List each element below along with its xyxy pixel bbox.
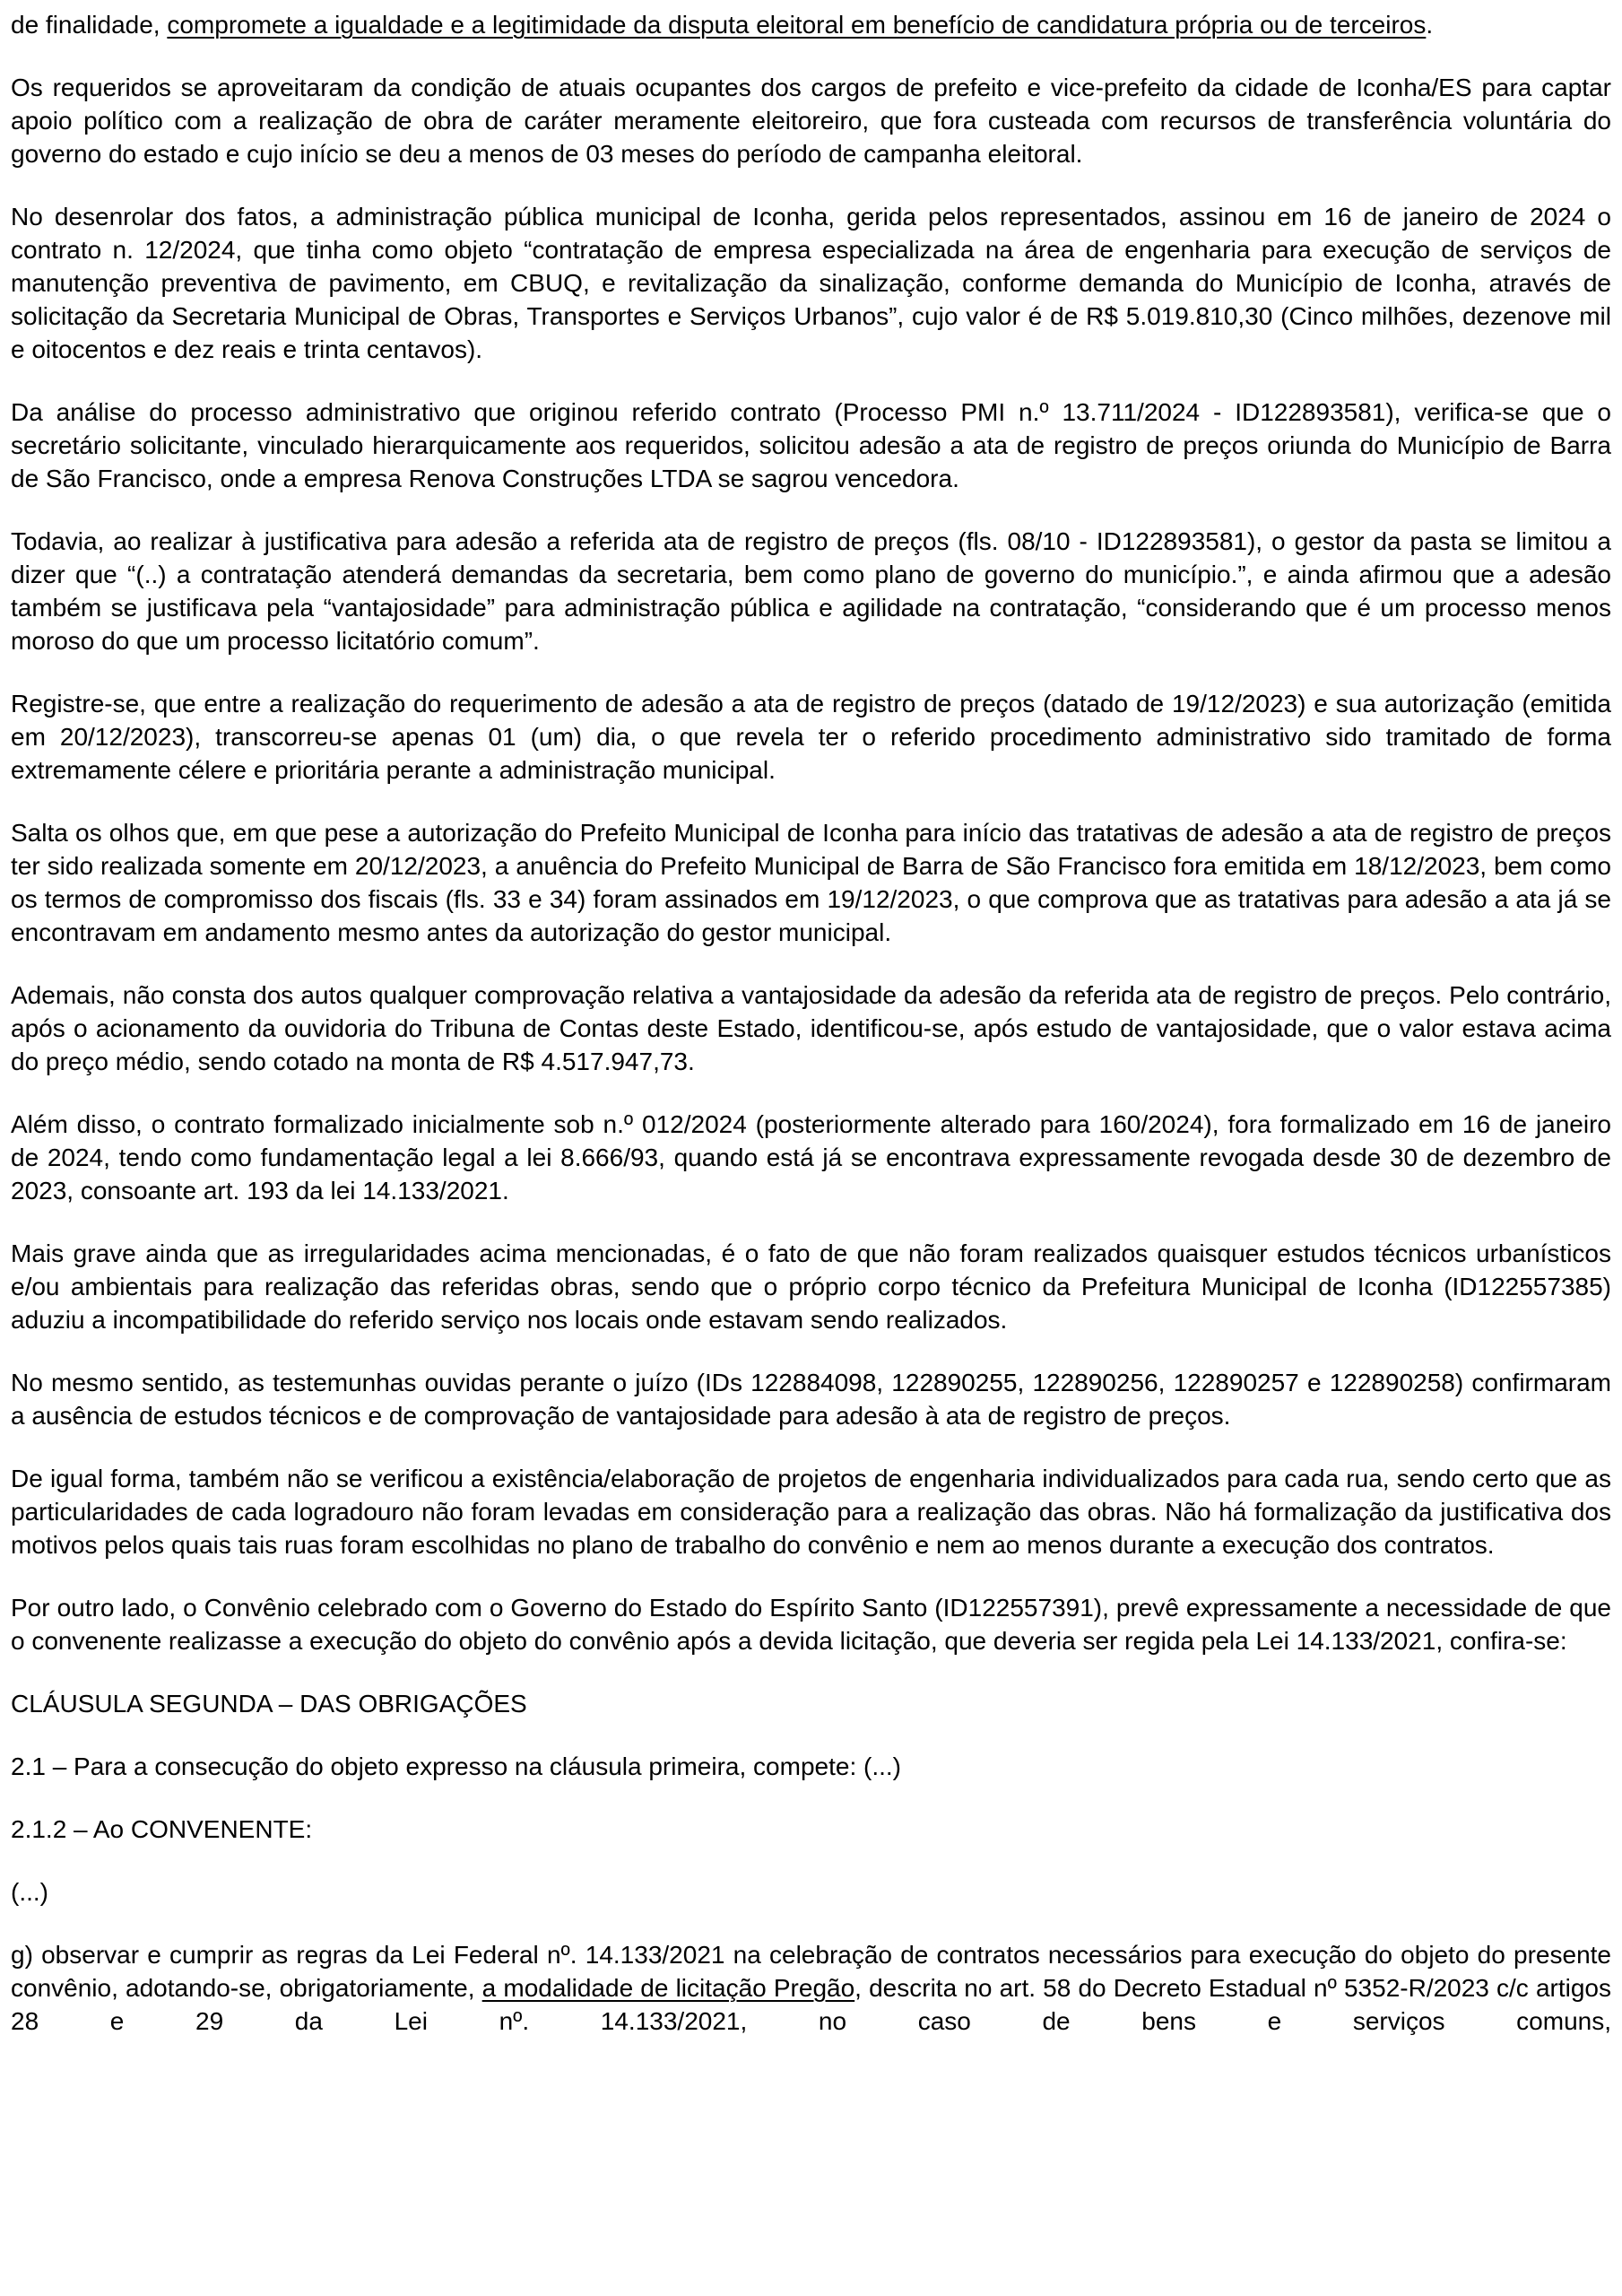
paragraph (11, 1462, 1611, 1561)
text-run: No mesmo sentido, as testemunhas ouvidas perante o juízo (IDs 122884098, 122890255, 122890256, 122890257 e 122890258) confirmaram a ausência de estudos técnicos e de comprovação de vantajosidade para adesão à ata de registro de preços. (11, 1369, 1611, 1430)
paragraph (11, 1108, 1611, 1207)
paragraph (11, 1591, 1611, 1657)
paragraph (11, 687, 1611, 787)
text-run: Ademais, não consta dos autos qualquer comprovação relativa a vantajosidade da adesão da referida ata de registro de preços. Pelo contrário, após o acionamento da ouvidoria do Tribuna de Contas deste Estado, identificou-se, após estudo de vantajosidade, que o valor estava acima do preço médio, sendo cotado na monta de R$ 4.517.947,73. (11, 981, 1611, 1075)
paragraph (11, 200, 1611, 366)
text-run: De igual forma, também não se verificou a existência/elaboração de projetos de engenharia individualizados para cada rua, sendo certo que as particularidades de cada logradouro não foram levadas em consideração para a realização das obras. Não há formalização da justificativa dos motivos pelos quais tais ruas foram escolhidas no plano de trabalho do convênio e nem ao menos durante a execução dos contratos. (11, 1465, 1611, 1559)
text-run: Os requeridos se aproveitaram da condição de atuais ocupantes dos cargos de prefeito e vice-prefeito da cidade de Iconha/ES para captar apoio político com a realização de obra de caráter meramente eleitoreiro, que fora custeada com recursos de transferência voluntária do governo do estado e cujo início se deu a menos de 03 meses do período de campanha eleitoral. (11, 74, 1611, 168)
text-run: Por outro lado, o Convênio celebrado com o Governo do Estado do Espírito Santo (ID122557391), prevê expressamente a necessidade de que o convenente realizasse a execução do objeto do convênio após a devida licitação, que deveria ser regida pela Lei 14.133/2021, confira-se: (11, 1594, 1611, 1655)
text-run: g) observar e cumprir as regras da Lei Federal nº. 14.133/2021 na celebração de contratos necessários para execução do objeto do presente convênio, adotando-se, obrigatoriamente, (11, 1941, 1611, 2002)
text-run: 2.1 – Para a consecução do objeto expresso na cláusula primeira, compete: (...) (11, 1752, 901, 1780)
paragraph (11, 1938, 1611, 2038)
paragraph (11, 1237, 1611, 1336)
paragraph (11, 525, 1611, 657)
text-run: Mais grave ainda que as irregularidades acima mencionadas, é o fato de que não foram realizados quaisquer estudos técnicos urbanísticos e/ou ambientais para realização das referidas obras, sendo que o próprio corpo técnico da Prefeitura Municipal de Iconha (ID122557385) aduziu a incompatibilidade do referido serviço nos locais onde estavam sendo realizados. (11, 1239, 1611, 1334)
text-run: Além disso, o contrato formalizado inicialmente sob n.º 012/2024 (posteriormente alterado para 160/2024), fora formalizado em 16 de janeiro de 2024, tendo como fundamentação legal a lei 8.666/93, quando está já se encontrava expressamente revogada desde 30 de dezembro de 2023, consoante art. 193 da lei 14.133/2021. (11, 1110, 1611, 1205)
paragraph (11, 1366, 1611, 1432)
underlined-text-run: compromete a igualdade e a legitimidade da disputa eleitoral em benefício de candidatura própria ou de terceiros (167, 11, 1427, 39)
text-run: (...) (11, 1878, 48, 1906)
paragraph (11, 1750, 1611, 1783)
paragraph (11, 71, 1611, 170)
text-run: Registre-se, que entre a realização do requerimento de adesão a ata de registro de preços (datado de 19/12/2023) e sua autorização (emitida em 20/12/2023), transcorreu-se apenas 01 (um) dia, o que revela ter o referido procedimento administrativo sido tramitado de forma extremamente célere e prioritária perante a administração municipal. (11, 690, 1611, 784)
text-run: No desenrolar dos fatos, a administração pública municipal de Iconha, gerida pelos representados, assinou em 16 de janeiro de 2024 o contrato n. 12/2024, que tinha como objeto “contratação de empresa especializada na área de engenharia para execução de serviços de manutenção preventiva de pavimento, em CBUQ, e revitalização da sinalização, conforme demanda do Município de Iconha, através de solicitação da Secretaria Municipal de Obras, Transportes e Serviços Urbanos”, cujo valor é de R$ 5.019.810,30 (Cinco milhões, dezenove mil e oitocentos e dez reais e trinta centavos). (11, 203, 1611, 363)
paragraph (11, 396, 1611, 495)
text-run: 2.1.2 – Ao CONVENENTE: (11, 1815, 313, 1843)
text-run: Salta os olhos que, em que pese a autorização do Prefeito Municipal de Iconha para início das tratativas de adesão a ata de registro de preços ter sido realizada somente em 20/12/2023, a anuência do Prefeito Municipal de Barra de São Francisco fora emitida em 18/12/2023, bem como os termos de compromisso dos fiscais (fls. 33 e 34) foram assinados em 19/12/2023, o que comprova que as tratativas para adesão a ata já se encontravam em andamento mesmo antes da autorização do gestor municipal. (11, 819, 1611, 946)
paragraph (11, 1687, 1611, 1720)
text-run: , descrita no art. 58 do Decreto Estadual nº 5352-R/2023 c/c artigos 28 e 29 da Lei nº. 14.133/2021, no caso de bens e serviços comuns, (11, 1974, 1611, 2035)
paragraph (11, 816, 1611, 949)
paragraph (11, 1813, 1611, 1846)
text-run: Da análise do processo administrativo que originou referido contrato (Processo PMI n.º 13.711/2024 - ID122893581), verifica-se que o secretário solicitante, vinculado hierarquicamente aos requeridos, solicitou adesão a ata de registro de preços oriunda do Município de Barra de São Francisco, onde a empresa Renova Construções LTDA se sagrou vencedora. (11, 398, 1611, 492)
paragraph (11, 8, 1611, 41)
paragraph (11, 1875, 1611, 1909)
text-run: . (1426, 11, 1434, 39)
paragraph (11, 978, 1611, 1078)
document-body (11, 8, 1611, 2038)
underlined-text-run: a modalidade de licitação Pregão (481, 1974, 855, 2002)
text-run: de finalidade, (11, 11, 168, 39)
text-run: CLÁUSULA SEGUNDA – DAS OBRIGAÇÕES (11, 1690, 527, 1718)
text-run: Todavia, ao realizar à justificativa para adesão a referida ata de registro de preços (fls. 08/10 - ID122893581), o gestor da pasta se limitou a dizer que “(..) a contratação atenderá demandas da secretaria, bem como plano de governo do município.”, e ainda afirmou que a adesão também se justificava pela “vantajosidade” para administração pública e agilidade na contratação, “considerando que é um processo menos moroso do que um processo licitatório comum”. (11, 527, 1611, 655)
